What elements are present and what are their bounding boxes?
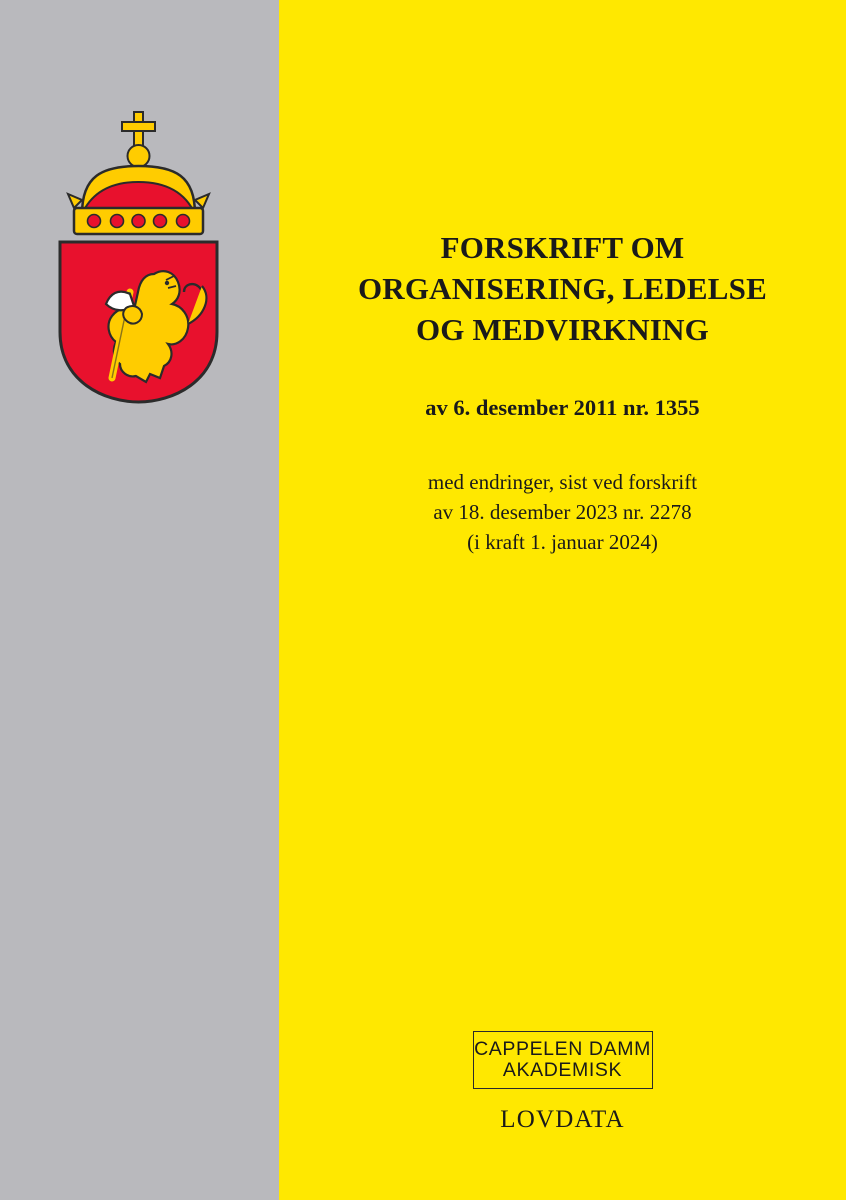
- amendments-line-1: med endringer, sist ved forskrift: [427, 469, 698, 494]
- amendments-line-3: (i kraft 1. januar 2024): [467, 529, 658, 554]
- publisher-name: CAPPELEN DAMM: [474, 1037, 651, 1060]
- source-label: LOVDATA: [500, 1106, 625, 1133]
- page-title-line-2: ORGANISERING, LEDELSE: [357, 270, 768, 306]
- cover-right-panel: [279, 0, 846, 1200]
- regulation-date-subtitle: av 6. desember 2011 nr. 1355: [425, 394, 700, 420]
- page-title-line-1: FORSKRIFT OM: [440, 230, 685, 265]
- norwegian-coat-of-arms-icon: [42, 96, 237, 406]
- page-title: [307, 228, 818, 351]
- cover-title-block: [279, 228, 846, 557]
- cover-left-panel: [0, 0, 279, 1200]
- page-title-line-3: OG MEDVIRKNING: [415, 311, 709, 347]
- publisher-imprint: AKADEMISK: [502, 1059, 623, 1081]
- amendments-line-2: av 18. desember 2023 nr. 2278: [433, 499, 692, 524]
- amendments-note: [307, 468, 818, 557]
- publisher-logo: [473, 1031, 653, 1089]
